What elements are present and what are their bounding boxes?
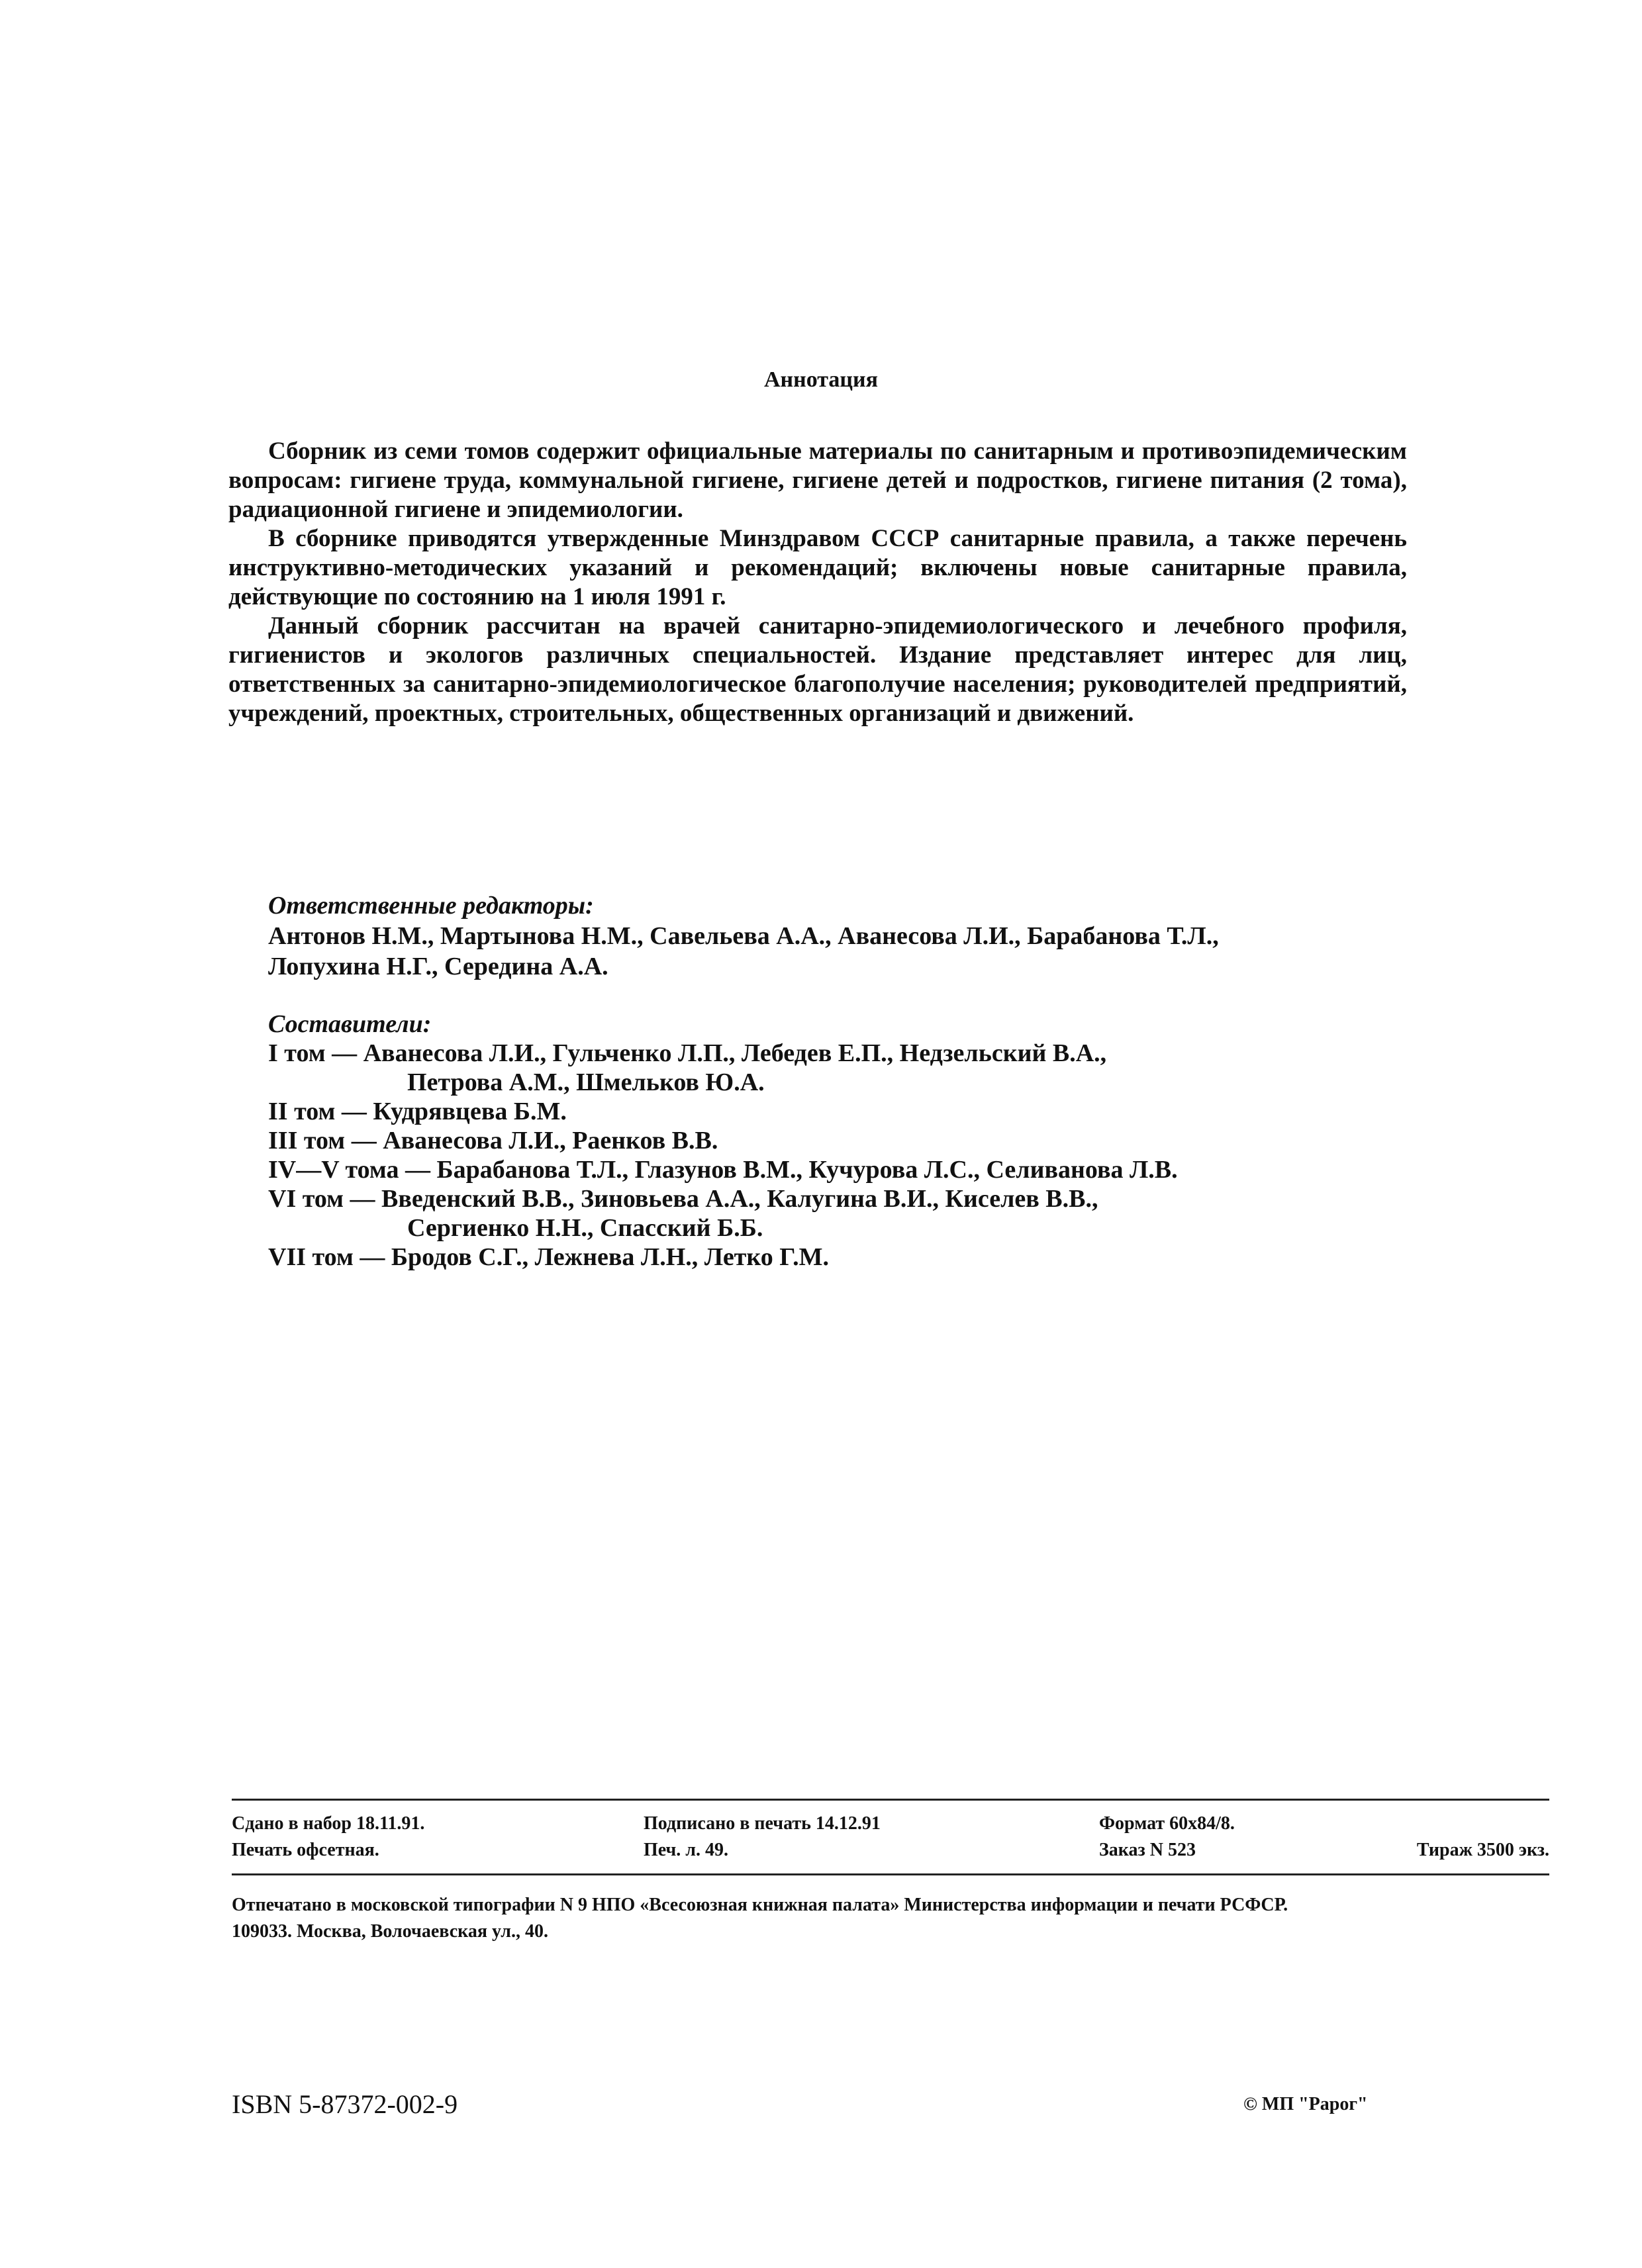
compilers-label: Составители:	[268, 1010, 432, 1038]
imprint-submitted: Сдано в набор 18.11.91.	[232, 1813, 425, 1834]
annotation-paragraph-1: Сборник из семи томов содержит официальные материалы по санитарным и противоэпидемическим вопросам: гигиене труда, коммунальной гигиене, гигиене детей и подростков, гигиене питания (2 тома), радиационной гигиене и эпидемиологии.	[228, 438, 1407, 523]
imprint-circulation: Тираж 3500 экз.	[1416, 1840, 1549, 1860]
compilers-volume-3: III том — Аванесова Л.И., Раенков В.В.	[268, 1127, 718, 1155]
annotation-body	[228, 437, 1407, 728]
imprint-format: Формат 60х84/8.	[1099, 1813, 1235, 1834]
imprint-order: Заказ N 523	[1099, 1840, 1196, 1860]
copyright: © МП "Рарог"	[1243, 2094, 1368, 2114]
imprint-row-2	[232, 1837, 1549, 1864]
editors-label: Ответственные редакторы:	[268, 892, 594, 920]
printer-info	[232, 1892, 1549, 1945]
imprint-print-type: Печать офсетная.	[232, 1840, 379, 1860]
imprint-sheets: Печ. л. 49.	[644, 1840, 729, 1860]
compilers-volume-1-cont: Петрова А.М., Шмельков Ю.А.	[407, 1068, 765, 1096]
imprint-table	[232, 1811, 1549, 1864]
compilers-volume-6: VI том — Введенский В.В., Зиновьева А.А., Калугина В.И., Киселев В.В.,	[268, 1185, 1098, 1213]
isbn: ISBN 5-87372-002-9	[232, 2089, 458, 2119]
printer-line-2: 109033. Москва, Волочаевская ул., 40.	[232, 1921, 549, 1942]
compilers-volume-2: II том — Кудрявцева Б.М.	[268, 1098, 567, 1125]
annotation-paragraph-3: Данный сборник рассчитан на врачей санитарно-эпидемиологического и лечебного профиля, гигиенистов и экологов различных специальностей. Издание представляет интерес для лиц, ответственных за санитарно-эпидемиологическое благополучие населения; руководителей предприятий, учреждений, проектных, строительных, общественных организаций и движений.	[228, 612, 1407, 727]
editors-section	[268, 890, 1460, 982]
editors-line-1: Антонов Н.М., Мартынова Н.М., Савельева А.А., Аванесова Л.И., Барабанова Т.Л.,	[268, 922, 1219, 950]
compilers-volume-6-cont: Сергиенко Н.Н., Спасский Б.Б.	[407, 1214, 763, 1242]
editors-line-2: Лопухина Н.Г., Середина А.А.	[268, 953, 608, 980]
compilers-volume-7: VII том — Бродов С.Г., Лежнева Л.Н., Летко Г.М.	[268, 1243, 830, 1271]
compilers-section	[268, 1010, 1460, 1272]
compilers-volume-4-5: IV—V тома — Барабанова Т.Л., Глазунов В.М., Кучурова Л.С., Селиванова Л.В.	[268, 1156, 1178, 1184]
imprint-row-1	[232, 1811, 1549, 1837]
imprint-top-rule	[232, 1799, 1549, 1801]
annotation-paragraph-2: В сборнике приводятся утвержденные Минздравом СССР санитарные правила, а также перечень инструктивно-методических указаний и рекомендаций; включены новые санитарные правила, действующие по состоянию на 1 июля 1991 г.	[228, 525, 1407, 610]
printer-line-1: Отпечатано в московской типографии N 9 НПО «Всесоюзная книжная палата» Министерства информации и печати РСФСР.	[232, 1895, 1288, 1915]
imprint-signed: Подписано в печать 14.12.91	[644, 1813, 881, 1834]
annotation-title: Аннотация	[764, 367, 878, 392]
compilers-volume-1: I том — Аванесова Л.И., Гульченко Л.П., Лебедев Е.П., Недзельский В.А.,	[268, 1039, 1107, 1067]
imprint-bottom-rule	[232, 1873, 1549, 1875]
